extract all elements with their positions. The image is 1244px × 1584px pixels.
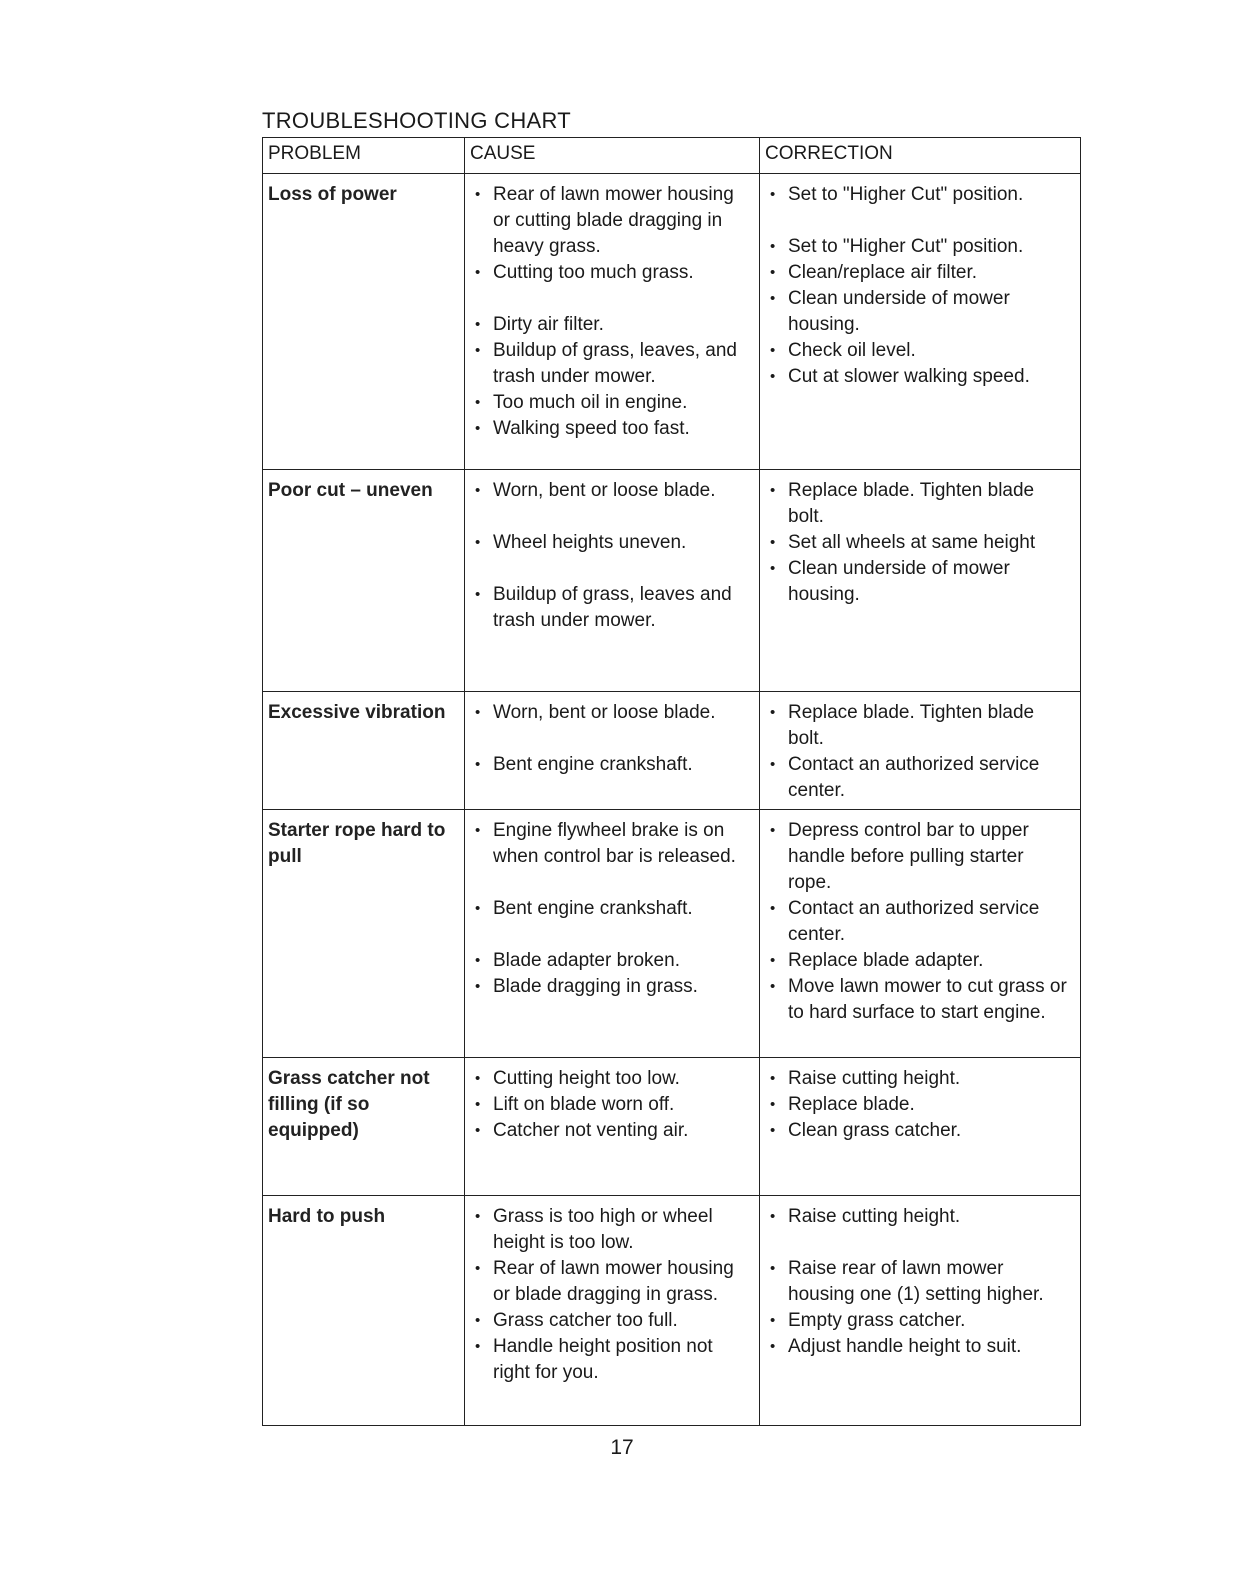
correction-text: Raise cutting height.	[788, 1206, 961, 1227]
correction-item	[770, 286, 1072, 338]
correction-item	[770, 948, 1072, 974]
bullet-icon: •	[770, 1122, 776, 1139]
cause-text: Catcher not venting air.	[493, 1120, 689, 1141]
bullet-icon: •	[770, 1208, 776, 1225]
bullet-icon: •	[770, 756, 776, 773]
bullet-icon: •	[475, 316, 481, 333]
cause-text: Bent engine crankshaft.	[493, 898, 693, 919]
correction-text: Replace blade. Tighten blade bolt.	[788, 702, 1035, 749]
correction-cell	[760, 692, 1081, 810]
cause-item	[475, 478, 751, 504]
problem-cell: Grass catcher not filling (if so equipped)	[263, 1058, 465, 1196]
cause-item	[475, 1334, 751, 1386]
chart-title: TROUBLESHOOTING CHART	[262, 108, 572, 133]
correction-item	[770, 234, 1072, 260]
bullet-icon: •	[475, 822, 481, 839]
bullet-icon: •	[770, 482, 776, 499]
bullet-icon: •	[770, 822, 776, 839]
correction-item	[770, 818, 1072, 896]
table-row	[263, 810, 1081, 1058]
cause-text: Cutting too much grass.	[493, 262, 694, 283]
cause-text: Engine flywheel brake is on when control bar is released.	[493, 820, 736, 867]
cause-item	[475, 582, 751, 634]
correction-item	[770, 1092, 1072, 1118]
problem-cell: Loss of power	[263, 174, 465, 470]
cause-item	[475, 390, 751, 416]
correction-item	[770, 1118, 1072, 1144]
cause-item	[475, 1308, 751, 1334]
cause-item	[475, 1066, 751, 1092]
bullet-icon: •	[475, 1096, 481, 1113]
cause-cell	[465, 1058, 760, 1196]
bullet-icon: •	[770, 978, 776, 995]
correction-text: Set all wheels at same height	[788, 532, 1036, 553]
bullet-icon: •	[770, 290, 776, 307]
bullet-icon: •	[475, 1260, 481, 1277]
bullet-icon: •	[770, 342, 776, 359]
cause-item	[475, 752, 751, 778]
header-correction: CORRECTION	[760, 138, 1081, 174]
bullet-icon: •	[475, 978, 481, 995]
cause-item	[475, 312, 751, 338]
correction-text: Clean underside of mower housing.	[788, 288, 1010, 335]
correction-item	[770, 1256, 1072, 1308]
bullet-icon: •	[475, 900, 481, 917]
correction-item	[770, 556, 1072, 608]
bullet-icon: •	[770, 264, 776, 281]
header-cause: CAUSE	[465, 138, 760, 174]
bullet-icon: •	[475, 1122, 481, 1139]
correction-text: Empty grass catcher.	[788, 1310, 966, 1331]
correction-item	[770, 364, 1072, 390]
correction-text: Contact an authorized service center.	[788, 754, 1040, 801]
table-row	[263, 1196, 1081, 1426]
table-row	[263, 1058, 1081, 1196]
cause-text: Grass is too high or wheel height is too low.	[493, 1206, 713, 1253]
correction-text: Clean/replace air filter.	[788, 262, 978, 283]
cause-text: Lift on blade worn off.	[493, 1094, 675, 1115]
bullet-icon: •	[475, 186, 481, 203]
table-row	[263, 470, 1081, 692]
correction-text: Raise cutting height.	[788, 1068, 961, 1089]
problem-cell: Hard to push	[263, 1196, 465, 1426]
cause-text: Walking speed too fast.	[493, 418, 690, 439]
cause-text: Grass catcher too full.	[493, 1310, 678, 1331]
cause-text: Bent engine crankshaft.	[493, 754, 693, 775]
cause-cell	[465, 1196, 760, 1426]
bullet-icon: •	[475, 534, 481, 551]
bullet-icon: •	[475, 1208, 481, 1225]
bullet-icon: •	[770, 1070, 776, 1087]
bullet-icon: •	[770, 560, 776, 577]
problem-cell: Poor cut – uneven	[263, 470, 465, 692]
correction-item	[770, 974, 1072, 1026]
bullet-icon: •	[475, 482, 481, 499]
bullet-icon: •	[770, 1260, 776, 1277]
cause-text: Dirty air filter.	[493, 314, 604, 335]
bullet-icon: •	[770, 534, 776, 551]
correction-text: Depress control bar to upper handle before pulling starter rope.	[788, 820, 1029, 893]
correction-text: Replace blade. Tighten blade bolt.	[788, 480, 1035, 527]
cause-item	[475, 1092, 751, 1118]
cause-text: Blade dragging in grass.	[493, 976, 698, 997]
bullet-icon: •	[770, 238, 776, 255]
cause-item	[475, 338, 751, 390]
bullet-icon: •	[475, 394, 481, 411]
correction-item	[770, 1066, 1072, 1092]
cause-item	[475, 948, 751, 974]
correction-text: Clean grass catcher.	[788, 1120, 962, 1141]
correction-item	[770, 478, 1072, 530]
table-row	[263, 174, 1081, 470]
cause-cell	[465, 174, 760, 470]
correction-cell	[760, 810, 1081, 1058]
correction-text: Set to "Higher Cut" position.	[788, 184, 1024, 205]
correction-text: Adjust handle height to suit.	[788, 1336, 1022, 1357]
correction-text: Replace blade adapter.	[788, 950, 984, 971]
table-row	[263, 692, 1081, 810]
bullet-icon: •	[770, 186, 776, 203]
cause-text: Cutting height too low.	[493, 1068, 680, 1089]
bullet-icon: •	[475, 586, 481, 603]
correction-item	[770, 700, 1072, 752]
table-header-row	[263, 138, 1081, 174]
bullet-icon: •	[475, 1070, 481, 1087]
correction-text: Raise rear of lawn mower housing one (1) setting higher.	[788, 1258, 1044, 1305]
cause-text: Blade adapter broken.	[493, 950, 680, 971]
correction-text: Set to "Higher Cut" position.	[788, 236, 1024, 257]
bullet-icon: •	[770, 1312, 776, 1329]
problem-cell: Starter rope hard to pull	[263, 810, 465, 1058]
correction-item	[770, 1308, 1072, 1334]
correction-text: Clean underside of mower housing.	[788, 558, 1010, 605]
page-number: 17	[610, 1436, 634, 1459]
correction-text: Check oil level.	[788, 340, 916, 361]
cause-text: Worn, bent or loose blade.	[493, 480, 716, 501]
bullet-icon: •	[770, 368, 776, 385]
cause-text: Rear of lawn mower housing or blade dragging in grass.	[493, 1258, 734, 1305]
correction-cell	[760, 1058, 1081, 1196]
correction-item	[770, 260, 1072, 286]
cause-item	[475, 896, 751, 922]
correction-cell	[760, 174, 1081, 470]
bullet-icon: •	[475, 342, 481, 359]
cause-text: Worn, bent or loose blade.	[493, 702, 716, 723]
problem-cell: Excessive vibration	[263, 692, 465, 810]
cause-item	[475, 1256, 751, 1308]
bullet-icon: •	[475, 704, 481, 721]
bullet-icon: •	[475, 952, 481, 969]
correction-cell	[760, 470, 1081, 692]
cause-item	[475, 974, 751, 1000]
correction-text: Cut at slower walking speed.	[788, 366, 1030, 387]
cause-item	[475, 260, 751, 286]
correction-item	[770, 338, 1072, 364]
correction-item	[770, 896, 1072, 948]
bullet-icon: •	[770, 900, 776, 917]
cause-text: Too much oil in engine.	[493, 392, 688, 413]
correction-text: Replace blade.	[788, 1094, 915, 1115]
bullet-icon: •	[475, 420, 481, 437]
correction-item	[770, 1204, 1072, 1230]
cause-text: Rear of lawn mower housing or cutting blade dragging in heavy grass.	[493, 184, 734, 257]
bullet-icon: •	[770, 1338, 776, 1355]
cause-item	[475, 1204, 751, 1256]
bullet-icon: •	[770, 1096, 776, 1113]
correction-item	[770, 752, 1072, 804]
bullet-icon: •	[770, 704, 776, 721]
bullet-icon: •	[475, 264, 481, 281]
correction-text: Contact an authorized service center.	[788, 898, 1040, 945]
correction-item	[770, 1334, 1072, 1360]
cause-text: Handle height position not right for you.	[493, 1336, 713, 1383]
correction-cell	[760, 1196, 1081, 1426]
cause-text: Buildup of grass, leaves, and trash under mower.	[493, 340, 737, 387]
cause-item	[475, 818, 751, 870]
correction-text: Move lawn mower to cut grass or to hard surface to start engine.	[788, 976, 1067, 1023]
bullet-icon: •	[475, 756, 481, 773]
cause-cell	[465, 470, 760, 692]
cause-text: Buildup of grass, leaves and trash under mower.	[493, 584, 732, 631]
cause-text: Wheel heights uneven.	[493, 532, 687, 553]
bullet-icon: •	[475, 1312, 481, 1329]
correction-item	[770, 182, 1072, 208]
cause-item	[475, 416, 751, 442]
cause-item	[475, 700, 751, 726]
cause-cell	[465, 810, 760, 1058]
cause-item	[475, 1118, 751, 1144]
cause-cell	[465, 692, 760, 810]
troubleshooting-table	[262, 137, 1081, 1426]
cause-item	[475, 182, 751, 260]
bullet-icon: •	[770, 952, 776, 969]
bullet-icon: •	[475, 1338, 481, 1355]
correction-item	[770, 530, 1072, 556]
cause-item	[475, 530, 751, 556]
header-problem: PROBLEM	[263, 138, 465, 174]
